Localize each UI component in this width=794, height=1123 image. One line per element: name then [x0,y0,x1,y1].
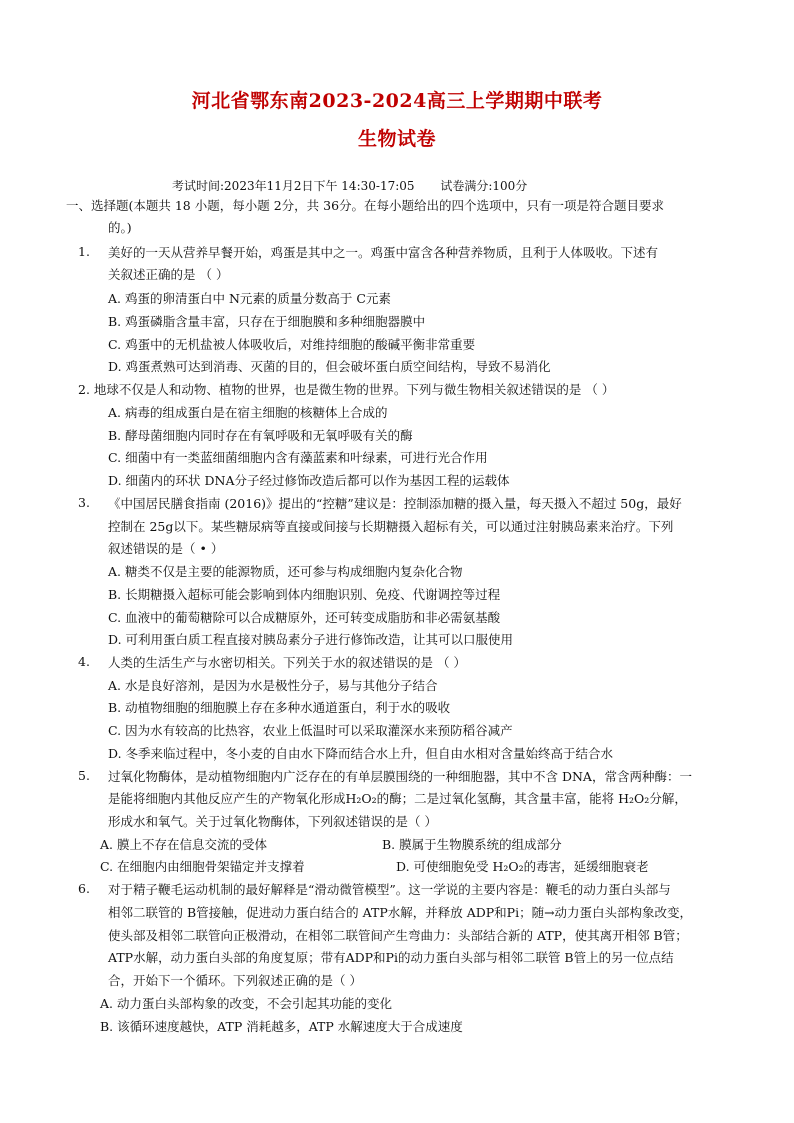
question-number: 4. [78,654,90,669]
question-5-option-a: A. 膜上不存在信息交流的受体 [100,837,267,852]
question-6-stem-cont2: 使头部及相邻二联管向正极滑动，在相邻二联管间产生弯曲力：头部结合新的 ATP，使其离开相邻 B管； [108,928,688,943]
question-2-option-c: C. 细菌中有一类蓝细菌细胞内含有藻蓝素和叶绿素，可进行光合作用 [108,450,488,465]
question-3-stem-cont: 控制在 25g以下。某些糖尿病等直接或间接与长期糖摄入超标有关，可以通过注射胰岛素来治疗。下列 [108,519,674,534]
exam-time: 考试时间:2023年11月2日下午 14:30-17:05 [172,179,415,193]
question-3-option-a: A. 糖类不仅是主要的能源物质，还可参与构成细胞内复杂化合物 [108,564,463,579]
question-2-option-b: B. 酵母菌细胞内同时存在有氧呼吸和无氧呼吸有关的酶 [108,428,413,443]
question-1-option-a: A. 鸡蛋的卵清蛋白中 N元素的质量分数高于 C元素 [108,291,391,306]
question-6-stem: 对于精子鞭毛运动机制的最好解释是“滑动微管模型”。这一学说的主要内容是：鞭毛的动力蛋白头部与 [108,882,671,897]
question-4-option-a: A. 水是良好溶剂，是因为水是极性分子，易与其他分子结合 [108,678,438,693]
exam-score: 试卷满分:100分 [440,179,528,193]
question-1-stem-cont: 关叙述正确的是 （ ） [108,267,229,282]
question-6-option-a: A. 动力蛋白头部构象的改变，不会引起其功能的变化 [100,996,392,1011]
question-5-option-b: B. 膜属于生物膜系统的组成部分 [382,837,562,852]
question-2-option-a: A. 病毒的组成蛋白是在宿主细胞的核糖体上合成的 [108,405,388,420]
question-3-option-c: C. 血液中的葡萄糖除可以合成糖原外，还可转变成脂肪和非必需氨基酸 [108,610,501,625]
question-6-stem-cont4: 合，开始下一个循环。下列叙述正确的是（ ） [108,973,362,988]
question-5-stem-cont: 是能将细胞内其他反应产生的产物氧化形成H₂O₂的酶；二是过氧化氢酶，其含量丰富，能将 H₂O₂分解， [108,791,687,806]
question-number: 5. [78,768,90,783]
question-6-stem-cont3: ATP水解，动力蛋白头部的角度复原；带有ADP和Pi的动力蛋白头部与相邻二联管 B管上的另一位点结 [108,950,674,965]
question-number: 3. [78,495,90,510]
section-instructions-line2: 的。) [108,220,132,235]
question-1-stem: 美好的一天从营养早餐开始，鸡蛋是其中之一。鸡蛋中富含各种营养物质，且利于人体吸收。下述有 [108,245,659,260]
exam-title: 河北省鄂东南2023-2024高三上学期期中联考 [191,90,603,112]
question-2-option-d: D. 细菌内的环状 DNA分子经过修饰改造后都可以作为基因工程的运载体 [108,473,510,488]
question-4-option-d: D. 冬季来临过程中，冬小麦的自由水下降而结合水上升，但自由水相对含量始终高于结合水 [108,746,614,761]
exam-subtitle: 生物试卷 [357,128,436,150]
question-5-option-c: C. 在细胞内由细胞骨架锚定并支撑着 [100,859,305,874]
question-2-stem: 2. 地球不仅是人和动物、植物的世界，也是微生物的世界。下列与微生物相关叙述错误的是 （ ） [78,382,615,397]
question-1-option-c: C. 鸡蛋中的无机盐被人体吸收后，对维持细胞的酸碱平衡非常重要 [108,337,476,352]
question-5-option-d: D. 可使细胞免受 H₂O₂的毒害，延缓细胞衰老 [396,859,649,874]
question-3-option-b: B. 长期糖摄入超标可能会影响到体内细胞识别、免疫、代谢调控等过程 [108,587,501,602]
question-5-stem: 过氧化物酶体，是动植物细胞内广泛存在的有单层膜围绕的一种细胞器，其中不含 DNA，常含两种酶：一 [108,769,692,784]
question-4-option-c: C. 因为水有较高的比热容，农业上低温时可以采取灌深水来预防稻谷减产 [108,723,513,738]
question-6-stem-cont: 相邻二联管的 B管接触，促进动力蛋白结合的 ATP水解，并释放 ADP和Pi；随→动力蛋白头部构象改变， [108,905,693,920]
question-6-option-b: B. 该循环速度越快，ATP 消耗越多，ATP 水解速度大于合成速度 [100,1019,463,1034]
question-4-stem: 人类的生活生产与水密切相关。下列关于水的叙述错误的是 （ ） [108,655,466,670]
question-5-stem-cont2: 形成水和氧气。关于过氧化物酶体，下列叙述错误的是（ ） [108,814,437,829]
question-number: 1. [78,244,90,259]
question-3-stem-cont2: 叙述错误的是（ • ） [108,541,224,556]
question-4-option-b: B. 动植物细胞的细胞膜上存在多种水通道蛋白，利于水的吸收 [108,700,451,715]
question-3-option-d: D. 可利用蛋白质工程直接对胰岛素分子进行修饰改造，让其可以口服使用 [108,632,514,647]
question-1-option-b: B. 鸡蛋磷脂含量丰富，只存在于细胞膜和多种细胞器膜中 [108,314,426,329]
exam-meta [172,177,527,194]
question-1-option-d: D. 鸡蛋煮熟可达到消毒、灭菌的目的，但会破坏蛋白质空间结构，导致不易消化 [108,359,551,374]
question-3-stem: 《中国居民膳食指南 (2016)》提出的“控糖”建议是：控制添加糖的摄入量，每天摄入不超过 50g，最好 [108,496,682,511]
section-instructions-line1: 一、选择题(本题共 18 小题，每小题 2分，共 36分。在每小题给出的四个选项中，只有一项是符合题目要求 [66,198,665,213]
question-number: 6. [78,881,90,896]
